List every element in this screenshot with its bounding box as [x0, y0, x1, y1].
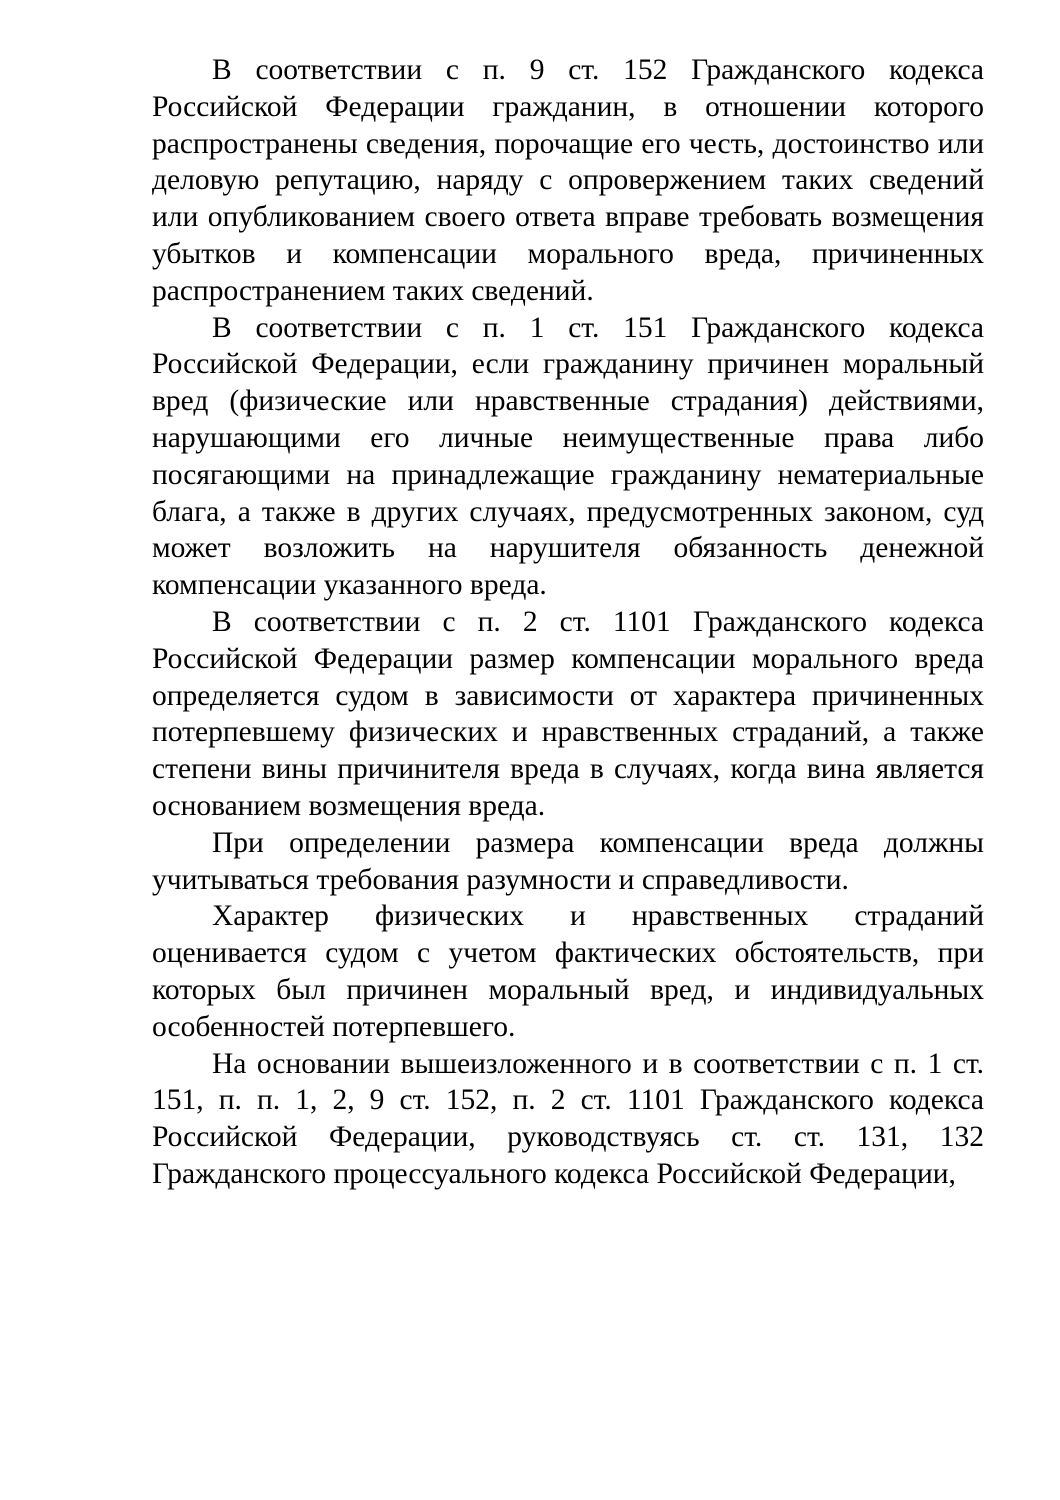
paragraph-damages-art152: В соответствии с п. 9 ст. 152 Гражданского кодекса Российской Федерации гражданин, в отношении которого распространены сведения, порочащие его честь, достоинство или деловую репутацию, наряду с опровержением таких сведений или опубликованием своего ответа вправе требовать возмещения убытков и компенсации морального вреда, причиненных распространением таких сведений.	[152, 54, 984, 307]
paragraph-conclusion: На основании вышеизложенного и в соответствии с п. 1 ст. 151, п. п. 1, 2, 9 ст. 152, п. 2 ст. 1101 Гражданского кодекса Российской Федерации, руководствуясь ст. ст. 131, 132 Гражданского процессуального кодекса Российской Федерации,	[152, 1047, 984, 1190]
paragraph-compensation-art1101: В соответствии с п. 2 ст. 1101 Гражданского кодекса Российской Федерации размер компенсации морального вреда определяется судом в зависимости от характера причиненных потерпевшему физических и нравственных страданий, а также степени вины причинителя вреда в случаях, когда вина является основанием возмещения вреда.	[152, 605, 984, 822]
paragraph-reasonableness: При определении размера компенсации вреда должны учитываться требования разумности и справедливости.	[152, 826, 984, 896]
paragraph-moral-harm-art151: В соответствии с п. 1 ст. 151 Гражданского кодекса Российской Федерации, если гражданину причинен моральный вред (физические или нравственные страдания) действиями, нарушающими его личные неимущественные права либо посягающими на принадлежащие гражданину нематериальные блага, а также в других случаях, предусмотренных законом, суд может возложить на нарушителя обязанность денежной компенсации указанного вреда.	[152, 311, 984, 602]
paragraph-suffering-assessment: Характер физических и нравственных страданий оценивается судом с учетом фактических обстоятельств, при которых был причинен моральный вред, и индивидуальных особенностей потерпевшего.	[152, 900, 984, 1043]
document-page	[152, 52, 984, 1193]
